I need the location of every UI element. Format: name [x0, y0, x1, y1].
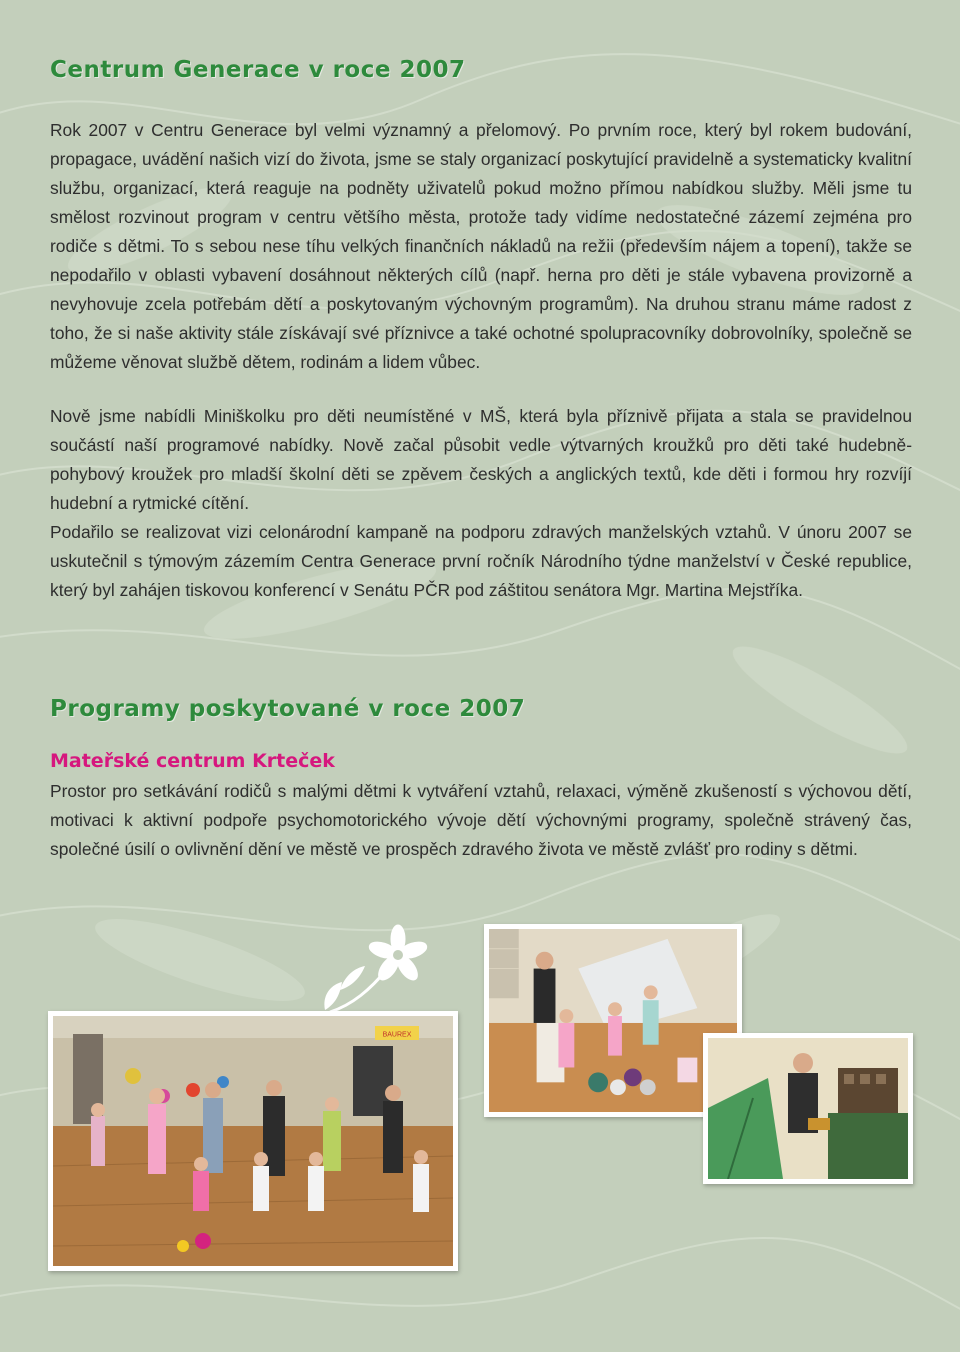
banner-label: BAUREX: [382, 1031, 412, 1039]
intro-paragraph-3: Podařilo se realizovat vizi celonárodní kampaně na podporu zdravých manželských vztahů. V únoru 2007 se uskutečnil s týmovým zázemím Centra Generace první ročník Národního týdne manželství v České republice, který byl zahájen tiskovou konferencí v Senátu PČR pod záštitou senátora Mgr. Martina Mejstříka.: [50, 522, 912, 600]
photo-puppet-theatre: [703, 1033, 913, 1184]
intro-paragraph-2: Nově jsme nabídli Miniškolku pro děti neumístěné v MŠ, která byla příznivě přijata a stala se pravidelnou součástí naší programové nabídky. Nově začal působit vedle výtvarných kroužků pro děti také hudebně-pohybový kroužek pro mladší školní děti se zpěvem českých a anglických textů, kde děti i formou hry rozvíjí hudební a rytmické cítění.: [50, 406, 912, 513]
photo-children-dancing: [48, 1011, 458, 1271]
section-title-programs: Programy poskytované v roce 2007: [50, 696, 526, 722]
subsection-title-krtecek: Mateřské centrum Krteček: [50, 750, 335, 772]
intro-paragraph-1: Rok 2007 v Centru Generace byl velmi významný a přelomový. Po prvním roce, který byl rokem budování, propagace, uvádění našich vizí do života, jsme se staly organizací poskytující pravidelně a systematicky kvalitní službu, organizací, která reaguje na podněty uživatelů pokud možno přímou nabídkou služby. Měli jsme tu smělost rozvinout program v centru většího města, protože tady vidíme nedostatečné zázemí zejména pro rodiče s dětmi. To s sebou nese tíhu velkých finančních nákladů na režii (především nájem a topení), takže se nepodařilo v oblasti vybavení dosáhnout některých cílů (např. herna pro děti je stále vybavena provizorně a nevyhovuje zcela potřebám dětí a poskytovaným výchovným programům). Na druhou stranu máme radost z toho, že si naše aktivity stále získávají své příznivce a také ochotné spolupracovníky dobrovolníky, společně se můžeme věnovat službě dětem, rodinám a lidem vůbec.: [50, 120, 912, 372]
section-title-centrum: Centrum Generace v roce 2007: [50, 57, 466, 83]
krtecek-paragraph: Prostor pro setkávání rodičů s malými dětmi k vytváření vztahů, relaxaci, výměně zkušeností s výchovou dětí, motivaci k aktivní podpoře psychomotorického vývoje dětí výchovnými programy, společně strávený čas, společné úsilí o ovlivnění dění ve městě ve prospěch zdravého života ve městě zvlášť pro rodiny s dětmi.: [50, 781, 912, 859]
